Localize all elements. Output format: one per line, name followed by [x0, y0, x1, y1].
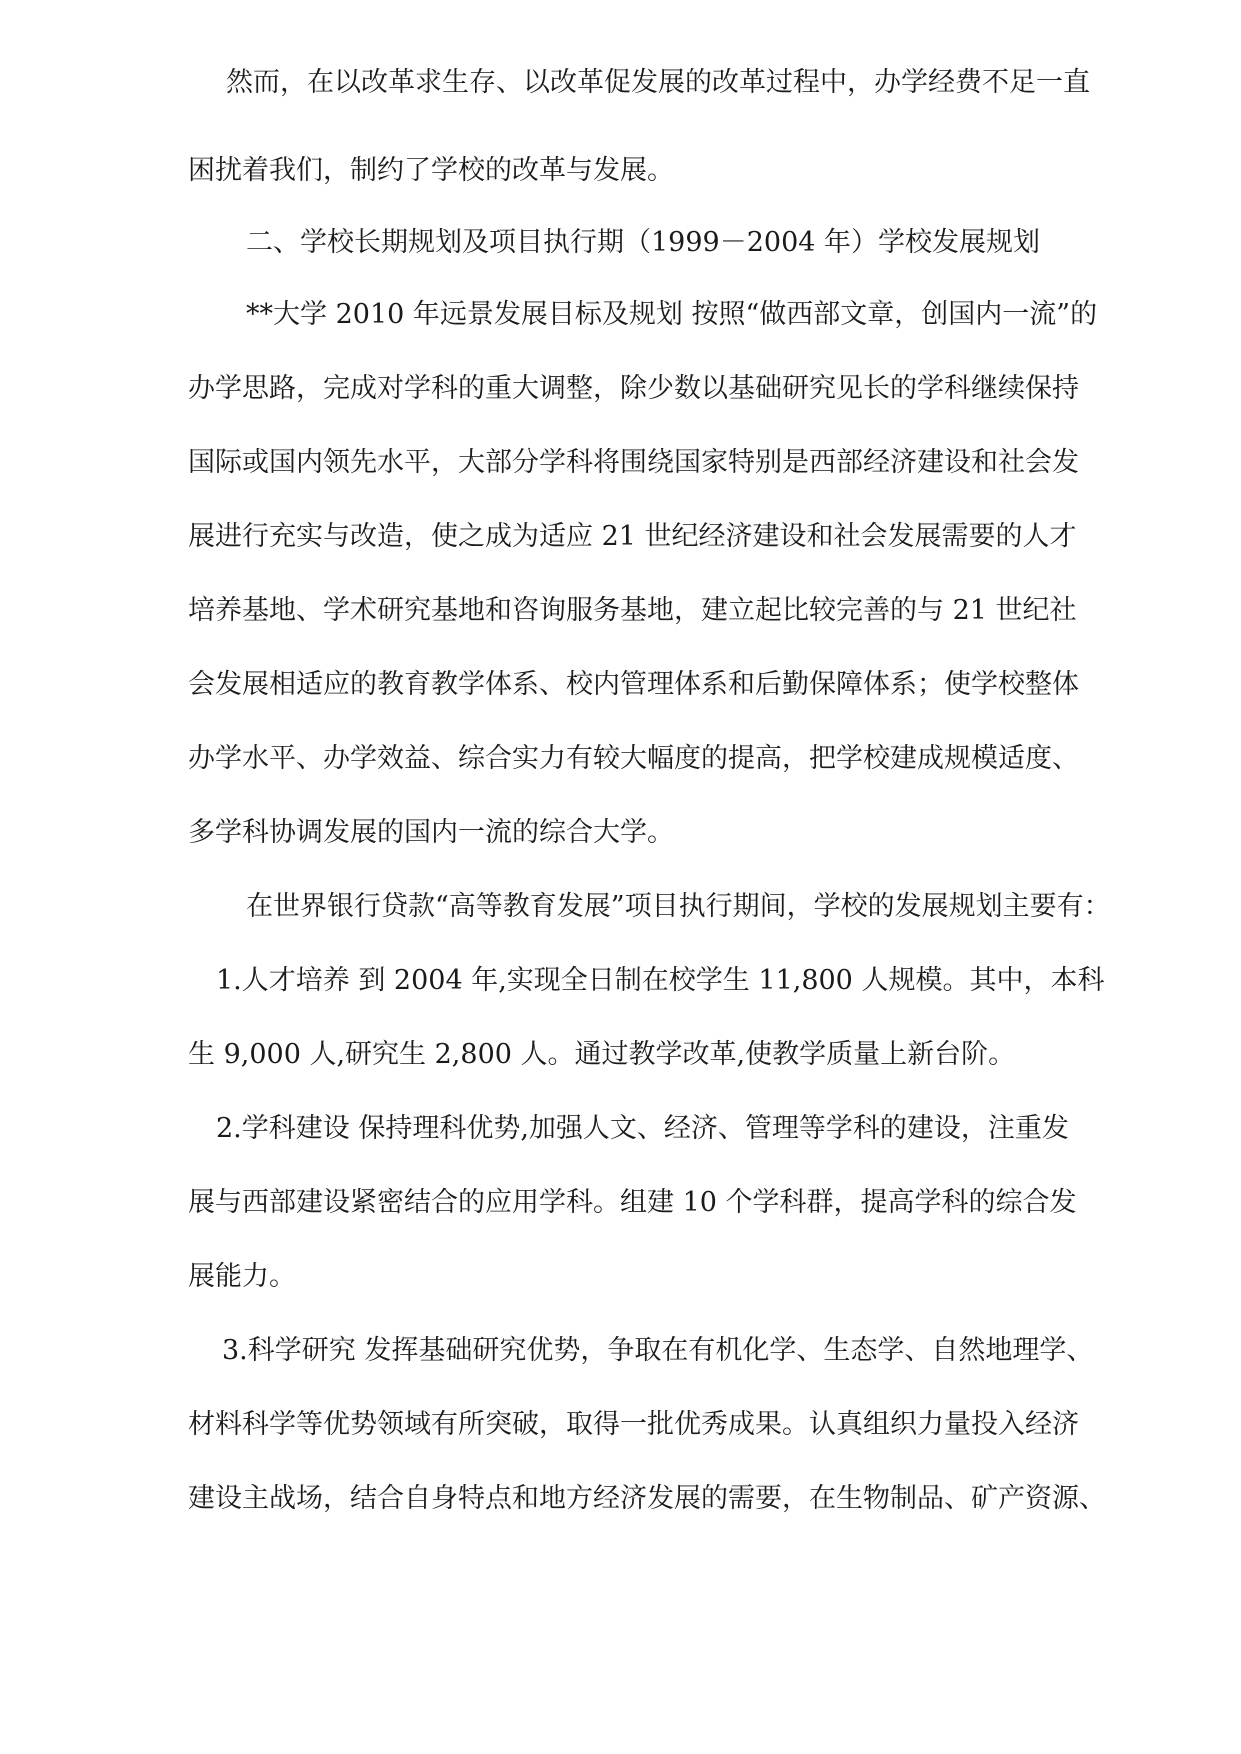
text-line: **大学 2010 年远景发展目标及规划 按照“做西部文章，创国内一流”的 [246, 299, 1098, 330]
text-line: 生 9,000 人,研究生 2,800 人。通过教学改革,使教学质量上新台阶。 [188, 1039, 1016, 1070]
text-line: 会发展相适应的教育教学体系、校内管理体系和后勤保障体系；使学校整体 [188, 669, 1079, 700]
text-line: 展与西部建设紧密结合的应用学科。组建 10 个学科群，提高学科的综合发 [188, 1187, 1077, 1218]
list-item: 3.科学研究 发挥基础研究优势，争取在有机化学、生态学、自然地理学、 [222, 1335, 1094, 1366]
text-line: 建设主战场，结合自身特点和地方经济发展的需要，在生物制品、矿产资源、 [188, 1483, 1106, 1514]
text-line: 然而，在以改革求生存、以改革促发展的改革过程中，办学经费不足一直 [226, 67, 1090, 98]
text-line: 办学思路，完成对学科的重大调整，除少数以基础研究见长的学科继续保持 [188, 373, 1079, 404]
text-line: 国际或国内领先水平，大部分学科将围绕国家特别是西部经济建设和社会发 [188, 447, 1079, 478]
text-line: 材料科学等优势领域有所突破，取得一批优秀成果。认真组织力量投入经济 [188, 1409, 1079, 1440]
text-line: 在世界银行贷款“高等教育发展”项目执行期间，学校的发展规划主要有： [246, 891, 1111, 922]
text-line: 多学科协调发展的国内一流的综合大学。 [188, 817, 674, 848]
text-line: 办学水平、办学效益、综合实力有较大幅度的提高，把学校建成规模适度、 [188, 743, 1079, 774]
text-line: 培养基地、学术研究基地和咨询服务基地，建立起比较完善的与 21 世纪社 [188, 595, 1077, 626]
section-heading: 二、学校长期规划及项目执行期（1999－2004 年）学校发展规划 [246, 227, 1041, 258]
text-line: 展能力。 [188, 1261, 296, 1292]
list-item: 2.学科建设 保持理科优势,加强人文、经济、管理等学科的建设，注重发 [216, 1113, 1069, 1144]
text-line: 困扰着我们，制约了学校的改革与发展。 [188, 155, 674, 186]
list-item: 1.人才培养 到 2004 年,实现全日制在校学生 11,800 人规模。其中，本科 [216, 965, 1105, 996]
text-line: 展进行充实与改造，使之成为适应 21 世纪经济建设和社会发展需要的人才 [188, 521, 1077, 552]
